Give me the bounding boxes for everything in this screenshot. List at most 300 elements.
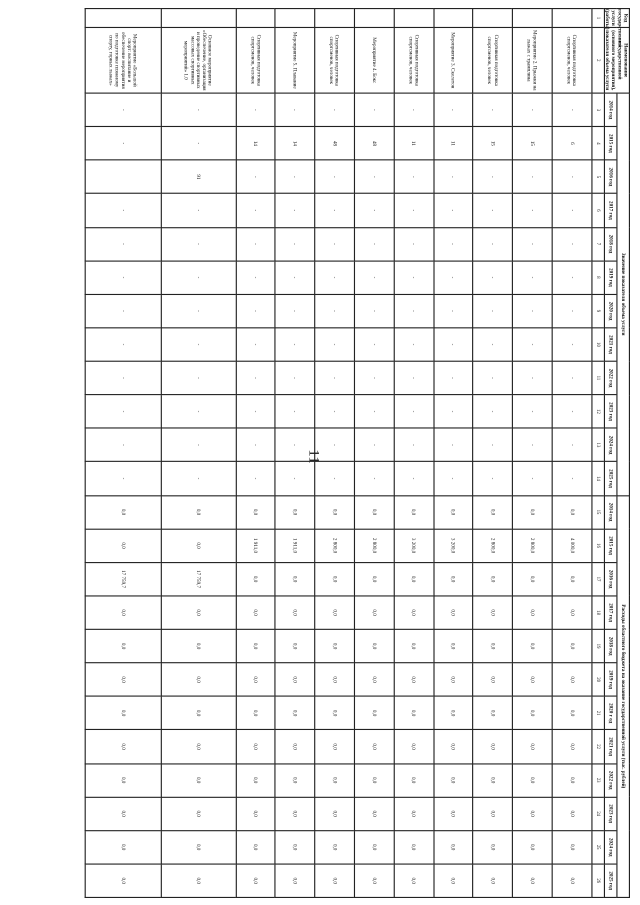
volume-cell: -: [236, 462, 276, 496]
volume-cell: -: [315, 93, 355, 127]
budget-cell: 0,0: [86, 763, 161, 797]
budget-cell: 0,0: [161, 830, 236, 864]
volume-cell: -: [315, 328, 355, 362]
budget-cell: 0,0: [434, 495, 474, 529]
volume-cell: -: [276, 93, 316, 127]
header-volume-year: 2022 год: [604, 361, 617, 395]
budget-cell: 0,0: [236, 763, 276, 797]
budget-cell: 0,0: [434, 596, 474, 630]
budget-cell: 0,0: [315, 830, 355, 864]
volume-cell: -: [315, 361, 355, 395]
table-row: [513, 9, 553, 898]
volume-cell: -: [473, 93, 513, 127]
volume-cell: -: [513, 428, 553, 462]
volume-cell: -: [394, 395, 434, 429]
budget-cell: 0,0: [86, 864, 161, 898]
budget-cell: 0,0: [394, 596, 434, 630]
budget-cell: 0,0: [394, 696, 434, 730]
volume-cell: -: [236, 328, 276, 362]
budget-cell: 0,0: [394, 562, 434, 596]
budget-cell: 0,0: [552, 562, 592, 596]
volume-cell: -: [161, 361, 236, 395]
row-name: Спортивная подготовка спортсменов, человек: [394, 27, 434, 93]
volume-cell: -: [552, 462, 592, 496]
budget-cell: 0,0: [473, 864, 513, 898]
column-number-row: [592, 9, 604, 898]
budget-cell: 0,0: [434, 830, 474, 864]
budget-cell: 0,0: [315, 763, 355, 797]
header-budget-year: 2021 год: [604, 730, 617, 764]
volume-cell: 15: [513, 127, 553, 161]
budget-cell: 0,0: [473, 663, 513, 697]
volume-cell: -: [513, 395, 553, 429]
volume-cell: -: [86, 361, 161, 395]
header-volume-year: 2014 год: [604, 93, 617, 127]
budget-cell: 17 759,7: [161, 562, 236, 596]
volume-cell: -: [161, 428, 236, 462]
budget-cell: 3 200,0: [394, 529, 434, 563]
budget-cell: 0,0: [236, 596, 276, 630]
column-number: 20: [592, 663, 604, 697]
header-volume-year: 2025 год: [604, 462, 617, 496]
volume-cell: 14: [236, 127, 276, 161]
table-row: [276, 9, 316, 898]
budget-cell: 0,0: [315, 797, 355, 831]
budget-cell: 0,0: [276, 797, 316, 831]
volume-cell: -: [513, 261, 553, 295]
budget-cell: 0,0: [552, 663, 592, 697]
volume-cell: -: [513, 194, 553, 228]
column-number: 6: [592, 194, 604, 228]
budget-cell: 17 759,7: [86, 562, 161, 596]
budget-cell: 0,0: [236, 495, 276, 529]
budget-cell: 0,0: [552, 629, 592, 663]
budget-cell: 0,0: [513, 629, 553, 663]
column-number: 4: [592, 127, 604, 161]
budget-cell: 0,0: [552, 596, 592, 630]
budget-cell: 0,0: [394, 797, 434, 831]
budget-cell: 0,0: [473, 629, 513, 663]
volume-cell: -: [315, 395, 355, 429]
volume-cell: -: [434, 428, 474, 462]
budget-cell: 0,0: [161, 596, 236, 630]
budget-cell: 0,0: [315, 495, 355, 529]
budget-table: [85, 8, 630, 898]
budget-cell: 0,0: [236, 830, 276, 864]
volume-cell: -: [161, 294, 236, 328]
volume-cell: -: [394, 261, 434, 295]
row-name: Основное мероприятие «Обеспечение, организация и проведение спортивных массовых спортивных мероприятий» 1.0: [161, 27, 236, 93]
volume-cell: -: [394, 294, 434, 328]
header-volume-year: 2015 год: [604, 127, 617, 161]
table-wrapper: [96, 8, 630, 898]
volume-cell: -: [434, 194, 474, 228]
budget-cell: 0,0: [513, 663, 553, 697]
column-number: 13: [592, 428, 604, 462]
budget-cell: 0,0: [513, 797, 553, 831]
service-code-cell: [161, 9, 236, 28]
column-number: 22: [592, 730, 604, 764]
header-volume-year: 2018 год: [604, 227, 617, 261]
volume-cell: -: [86, 428, 161, 462]
header-budget-group: Расходы областного бюджета на оказание государственной услуги (тыс. рублей): [617, 495, 630, 897]
volume-cell: -: [434, 227, 474, 261]
volume-cell: -: [394, 462, 434, 496]
budget-cell: 0,0: [276, 663, 316, 697]
budget-cell: 0,0: [161, 629, 236, 663]
budget-cell: 0,0: [315, 696, 355, 730]
budget-cell: 0,0: [86, 629, 161, 663]
column-number: 1: [592, 9, 604, 28]
volume-cell: -: [513, 328, 553, 362]
table-row: [434, 9, 474, 898]
volume-cell: 14: [276, 127, 316, 161]
budget-cell: 0,0: [394, 830, 434, 864]
column-number: 18: [592, 596, 604, 630]
service-code-cell: [276, 9, 316, 28]
volume-cell: -: [513, 227, 553, 261]
budget-cell: 0,0: [355, 696, 395, 730]
budget-cell: 0,0: [236, 663, 276, 697]
budget-cell: 0,0: [513, 730, 553, 764]
budget-cell: 0,0: [315, 562, 355, 596]
service-code-cell: [394, 9, 434, 28]
volume-cell: -: [473, 328, 513, 362]
budget-cell: 0,0: [86, 596, 161, 630]
volume-cell: -: [473, 462, 513, 496]
volume-cell: -: [434, 261, 474, 295]
volume-cell: -: [434, 93, 474, 127]
volume-cell: -: [473, 395, 513, 429]
volume-cell: -: [161, 194, 236, 228]
budget-cell: 0,0: [355, 864, 395, 898]
row-name: Мероприятие 4. Бокс: [355, 27, 395, 93]
budget-cell: 0,0: [161, 864, 236, 898]
volume-cell: -: [473, 261, 513, 295]
budget-cell: 0,0: [236, 562, 276, 596]
table-row: [552, 9, 592, 898]
budget-cell: 0,0: [86, 495, 161, 529]
budget-cell: 0,0: [236, 696, 276, 730]
column-number: 9: [592, 294, 604, 328]
budget-cell: 0,0: [473, 763, 513, 797]
volume-cell: -: [315, 428, 355, 462]
header-volume-group: Значение показателя объема услуги: [617, 93, 630, 495]
budget-cell: 0,0: [161, 763, 236, 797]
table-row: [394, 9, 434, 898]
budget-cell: 0,0: [315, 596, 355, 630]
service-code-cell: [434, 9, 474, 28]
volume-cell: -: [473, 294, 513, 328]
page-number: 11: [305, 449, 322, 464]
header-budget-year: 2023 год: [604, 797, 617, 831]
volume-cell: -: [276, 261, 316, 295]
budget-cell: 0,0: [473, 596, 513, 630]
budget-cell: 0,0: [552, 763, 592, 797]
budget-cell: 0,0: [161, 663, 236, 697]
budget-cell: 0,0: [236, 730, 276, 764]
budget-cell: 0,0: [161, 529, 236, 563]
volume-cell: -: [513, 462, 553, 496]
header-budget-year: 2015 год: [604, 529, 617, 563]
budget-cell: 0,0: [86, 529, 161, 563]
budget-cell: 0,0: [355, 763, 395, 797]
table-row: [355, 9, 395, 898]
volume-cell: -: [513, 93, 553, 127]
volume-cell: 11: [394, 127, 434, 161]
row-name: Мероприятие 2. Прыжки на лыжах с трамплина: [513, 27, 553, 93]
volume-cell: -: [86, 328, 161, 362]
volume-cell: -: [86, 127, 161, 161]
column-number: 3: [592, 93, 604, 127]
column-number: 23: [592, 763, 604, 797]
budget-cell: 0,0: [473, 797, 513, 831]
volume-cell: -: [355, 261, 395, 295]
budget-cell: 0,0: [513, 696, 553, 730]
budget-cell: 0,0: [276, 629, 316, 663]
header-volume-year: 2024 год: [604, 428, 617, 462]
header-service-code: Код государственной услуги (работы): [605, 9, 629, 48]
volume-cell: 11: [434, 127, 474, 161]
volume-cell: -: [86, 261, 161, 295]
budget-cell: 0,0: [355, 730, 395, 764]
budget-cell: 0,0: [161, 696, 236, 730]
volume-cell: -: [473, 194, 513, 228]
table-row: [161, 9, 236, 898]
volume-cell: -: [552, 194, 592, 228]
service-code-cell: [236, 9, 276, 28]
volume-cell: -: [434, 462, 474, 496]
volume-cell: -: [236, 160, 276, 194]
header-budget-year: 2018 год: [604, 629, 617, 663]
volume-cell: -: [355, 328, 395, 362]
budget-cell: 0,0: [276, 495, 316, 529]
volume-cell: -: [236, 227, 276, 261]
volume-cell: -: [161, 395, 236, 429]
budget-cell: 0,0: [276, 596, 316, 630]
volume-cell: -: [236, 261, 276, 295]
volume-cell: -: [236, 395, 276, 429]
table-body: [86, 9, 592, 898]
header-row-years: [604, 9, 617, 898]
volume-cell: -: [86, 395, 161, 429]
budget-cell: 0,0: [161, 797, 236, 831]
volume-cell: -: [355, 160, 395, 194]
header-volume-year: 2016 год: [604, 160, 617, 194]
row-name: Мероприятие 3. Скелетон: [434, 27, 474, 93]
column-number: 24: [592, 797, 604, 831]
volume-cell: -: [276, 428, 316, 462]
volume-cell: -: [394, 194, 434, 228]
volume-cell: -: [394, 361, 434, 395]
volume-cell: -: [355, 428, 395, 462]
budget-cell: 0,0: [276, 730, 316, 764]
volume-cell: -: [276, 194, 316, 228]
budget-cell: 2 800,0: [355, 529, 395, 563]
table-row: [86, 9, 161, 898]
budget-cell: 0,0: [161, 730, 236, 764]
header-volume-year: 2017 год: [604, 194, 617, 228]
volume-cell: 15: [473, 127, 513, 161]
volume-cell: -: [552, 361, 592, 395]
header-budget-year: 2017 год: [604, 596, 617, 630]
volume-cell: -: [315, 462, 355, 496]
table-row: [473, 9, 513, 898]
budget-cell: 0,0: [276, 696, 316, 730]
volume-cell: -: [473, 227, 513, 261]
volume-cell: -: [86, 93, 161, 127]
volume-cell: -: [394, 328, 434, 362]
budget-cell: 0,0: [355, 629, 395, 663]
service-code-cell: [355, 9, 395, 28]
budget-cell: 0,0: [394, 495, 434, 529]
volume-cell: -: [355, 395, 395, 429]
budget-cell: 0,0: [161, 495, 236, 529]
budget-cell: 0,0: [86, 730, 161, 764]
volume-cell: -: [86, 194, 161, 228]
column-number: 15: [592, 495, 604, 529]
budget-cell: 0,0: [315, 730, 355, 764]
volume-cell: -: [355, 194, 395, 228]
volume-cell: -: [355, 294, 395, 328]
column-number: 21: [592, 696, 604, 730]
volume-cell: -: [355, 462, 395, 496]
budget-cell: 0,0: [473, 696, 513, 730]
volume-cell: 6: [552, 127, 592, 161]
volume-cell: -: [434, 361, 474, 395]
row-name: Мероприятие 5. Плавание: [276, 27, 316, 93]
volume-cell: -: [236, 194, 276, 228]
budget-cell: 0,0: [394, 730, 434, 764]
budget-cell: 0,0: [86, 830, 161, 864]
volume-cell: -: [552, 294, 592, 328]
budget-cell: 0,0: [355, 797, 395, 831]
volume-cell: -: [236, 361, 276, 395]
budget-cell: 0,0: [355, 830, 395, 864]
column-number: 12: [592, 395, 604, 429]
column-number: 26: [592, 864, 604, 898]
volume-cell: -: [394, 93, 434, 127]
service-code-cell: [552, 9, 592, 28]
header-budget-year: 2016 год: [604, 562, 617, 596]
volume-cell: -: [552, 160, 592, 194]
volume-cell: -: [86, 294, 161, 328]
volume-cell: -: [355, 93, 395, 127]
budget-cell: 0,0: [86, 663, 161, 697]
budget-cell: 0,0: [315, 663, 355, 697]
row-name: Мероприятие «Большой спорт: воспитание и обеспечение мероприятия по подготовке пляжному спорту, горных лыжах»: [86, 27, 161, 93]
header-budget-year: 2014 год: [604, 495, 617, 529]
header-row-groups: [617, 9, 630, 898]
header-budget-year: 2022 год: [604, 763, 617, 797]
budget-cell: 0,0: [434, 763, 474, 797]
volume-cell: -: [315, 261, 355, 295]
header-budget-year: 2024 год: [604, 830, 617, 864]
budget-cell: 0,0: [434, 864, 474, 898]
volume-cell: -: [552, 261, 592, 295]
volume-cell: -: [315, 160, 355, 194]
volume-cell: -: [434, 395, 474, 429]
row-name: Спортивная подготовка спортсменов, человек: [473, 27, 513, 93]
volume-cell: 48: [355, 127, 395, 161]
budget-cell: 0,0: [434, 562, 474, 596]
budget-cell: 0,0: [513, 830, 553, 864]
budget-cell: 2 800,0: [513, 529, 553, 563]
budget-cell: 2 800,0: [315, 529, 355, 563]
budget-cell: 1 911,0: [236, 529, 276, 563]
budget-cell: 0,0: [473, 730, 513, 764]
header-budget-year: 2020 г од: [604, 696, 617, 730]
volume-cell: 48: [315, 127, 355, 161]
volume-cell: -: [513, 294, 553, 328]
budget-cell: 0,0: [473, 495, 513, 529]
column-number: 10: [592, 328, 604, 362]
volume-cell: -: [161, 261, 236, 295]
volume-cell: -: [394, 227, 434, 261]
volume-cell: -: [161, 127, 236, 161]
column-number: 17: [592, 562, 604, 596]
volume-cell: -: [276, 294, 316, 328]
budget-cell: 0,0: [394, 629, 434, 663]
service-code-cell: [86, 9, 161, 28]
volume-cell: -: [394, 428, 434, 462]
budget-cell: 0,0: [236, 629, 276, 663]
service-code-cell: [473, 9, 513, 28]
volume-cell: -: [434, 328, 474, 362]
volume-cell: -: [276, 462, 316, 496]
budget-cell: 0,0: [86, 696, 161, 730]
budget-cell: 0,0: [236, 864, 276, 898]
budget-cell: 3 200,0: [434, 529, 474, 563]
header-volume-year: 2020 год: [604, 294, 617, 328]
budget-cell: 0,0: [434, 730, 474, 764]
column-number: 5: [592, 160, 604, 194]
volume-cell: -: [513, 160, 553, 194]
column-number: 7: [592, 227, 604, 261]
header-volume-year: 2019 год: [604, 261, 617, 295]
budget-cell: 0,0: [552, 730, 592, 764]
row-name: Спортивная подготовка спортсменов, человек: [315, 27, 355, 93]
volume-cell: -: [86, 462, 161, 496]
volume-cell: -: [355, 361, 395, 395]
volume-cell: 91: [161, 160, 236, 194]
budget-cell: 0,0: [394, 663, 434, 697]
volume-cell: -: [161, 328, 236, 362]
header-volume-year: 2023 год: [604, 395, 617, 429]
volume-cell: -: [236, 93, 276, 127]
volume-cell: -: [86, 227, 161, 261]
budget-cell: 0,0: [552, 696, 592, 730]
budget-cell: 0,0: [513, 596, 553, 630]
volume-cell: -: [276, 395, 316, 429]
row-name: Спортивная подготовка спортсменов, человек: [552, 27, 592, 93]
column-number: 16: [592, 529, 604, 563]
volume-cell: -: [276, 361, 316, 395]
budget-cell: 0,0: [473, 562, 513, 596]
budget-cell: 0,0: [513, 864, 553, 898]
header-budget-year: 2019 год: [604, 663, 617, 697]
volume-cell: -: [315, 294, 355, 328]
budget-cell: 0,0: [434, 629, 474, 663]
volume-cell: -: [513, 361, 553, 395]
volume-cell: -: [552, 227, 592, 261]
table-row: [315, 9, 355, 898]
budget-cell: 4 000,0: [552, 529, 592, 563]
budget-cell: 0,0: [276, 562, 316, 596]
volume-cell: -: [236, 294, 276, 328]
budget-cell: 1 911,0: [276, 529, 316, 563]
budget-cell: 0,0: [276, 830, 316, 864]
